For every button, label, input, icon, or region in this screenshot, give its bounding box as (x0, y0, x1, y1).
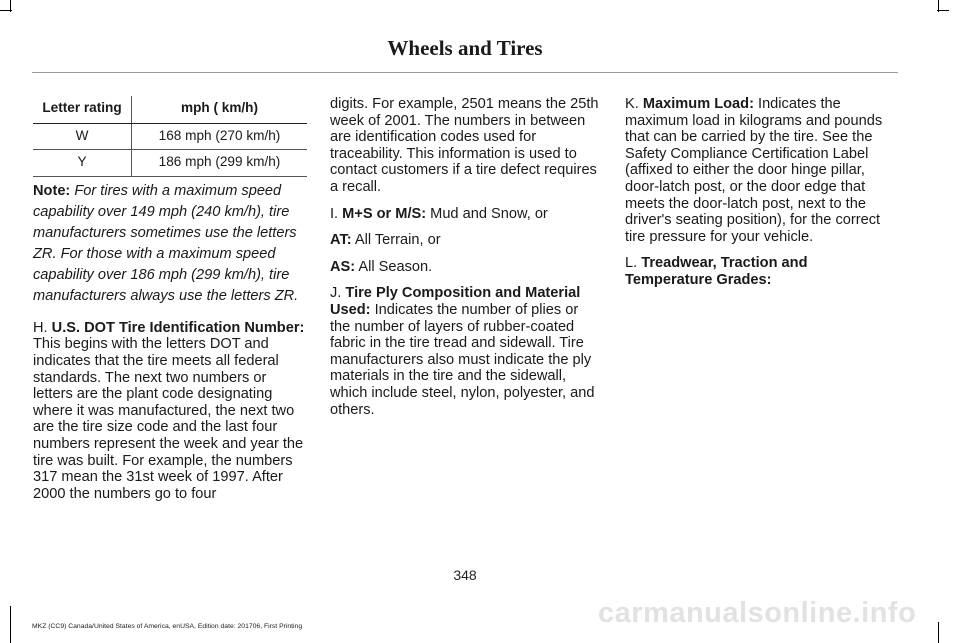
as-heading: AS: (330, 258, 356, 275)
section-h-heading: U.S. DOT Tire Identification Number: (51, 319, 305, 336)
table-header-speed: mph ( km/h) (132, 96, 308, 123)
section-i-paragraph (330, 206, 602, 223)
speed-rating-table (33, 96, 307, 177)
section-h-paragraph (33, 320, 307, 503)
note-text: For tires with a maximum speed capability over 149 mph (240 km/h), tire manufacturers sometimes use the letters ZR. For those with a maximum speed capability over 186 mph (299 km/h), tire manufacturers always use the letters ZR. (33, 182, 299, 304)
table-cell-speed: 168 mph (270 km/h) (132, 123, 308, 150)
section-k-heading: Maximum Load: (642, 96, 754, 112)
section-l-letter: L. (625, 255, 638, 272)
section-i-text: Mud and Snow, or (430, 205, 548, 222)
section-i-heading: M+S or M/S: (342, 205, 427, 222)
as-text: All Season. (358, 258, 433, 275)
footer-edition-info: MKZ (CC9) Canada/United States of America, enUSA, Edition date: 201706, First Printing (32, 623, 303, 630)
crop-mark-bottom-left-vertical (10, 606, 11, 643)
note-label: Note: (33, 182, 71, 199)
section-h-continued: digits. For example, 2501 means the 25th week of 2001. The numbers in between are identification codes used for traceability. This information is used to contact customers if a tire defect requires a recall. (330, 96, 599, 195)
header-divider (32, 72, 898, 73)
section-h-letter: H. (33, 319, 48, 336)
table-row (33, 150, 307, 177)
page-title: Wheels and Tires (387, 36, 543, 60)
section-h-text: This begins with the letters DOT and indicates that the tire meets all federal standards. The next two numbers or letters are the plant code designating where it was manufactured, the next two are the tire size code and the last four numbers represent the week and year the tire was built. For example, the numbers 317 mean the 31st week of 1997. After 2000 the numbers go to four (33, 336, 304, 502)
crop-mark-top-left-horizontal (0, 10, 12, 11)
section-k-letter: K. (625, 96, 639, 112)
table-cell-speed: 186 mph (299 km/h) (132, 150, 308, 177)
section-l-heading: Treadwear, Traction and Temperature Grades: (625, 255, 808, 288)
section-j-text: Indicates the number of plies or the number of layers of rubber-coated fabric in the tire tread and sidewall. Tire manufacturers also must indicate the ply materials in the tire and the sidewall, which include steel, nylon, polyester, and others. (330, 301, 595, 418)
at-heading: AT: (330, 232, 352, 249)
at-text: All Terrain, or (354, 232, 441, 249)
column-middle (330, 96, 602, 428)
section-k-paragraph (625, 96, 897, 245)
table-header-row (33, 96, 307, 123)
note-paragraph (33, 181, 307, 307)
table-header-letter-rating: Letter rating (33, 96, 132, 123)
table-cell-rating: Y (33, 150, 132, 177)
crop-mark-top-right-horizontal (937, 10, 949, 11)
page-number: 348 (453, 567, 477, 583)
column-left (33, 96, 307, 512)
section-j-heading: Tire Ply Composition and Material Used: (330, 285, 581, 318)
section-k-text: Indicates the maximum load in kilograms and pounds that can be carried by the tire. See the Safety Compliance Certification Label (affixed to either the door hinge pillar, door-latch post, or the door edge that meets the door-latch post, next to the driver's seating position), for the correct tire pressure for your vehicle. (625, 96, 883, 245)
section-i-letter: I. (330, 205, 339, 222)
as-paragraph (330, 259, 602, 276)
section-l-paragraph (625, 255, 897, 288)
section-j-paragraph (330, 285, 602, 418)
column-right (625, 96, 897, 299)
table-row (33, 123, 307, 150)
table-cell-rating: W (33, 123, 132, 150)
crop-mark-bottom-right-vertical (938, 622, 939, 643)
section-j-letter: J. (330, 285, 342, 302)
watermark: carmanualsonline.info (598, 597, 917, 629)
at-paragraph (330, 232, 602, 249)
